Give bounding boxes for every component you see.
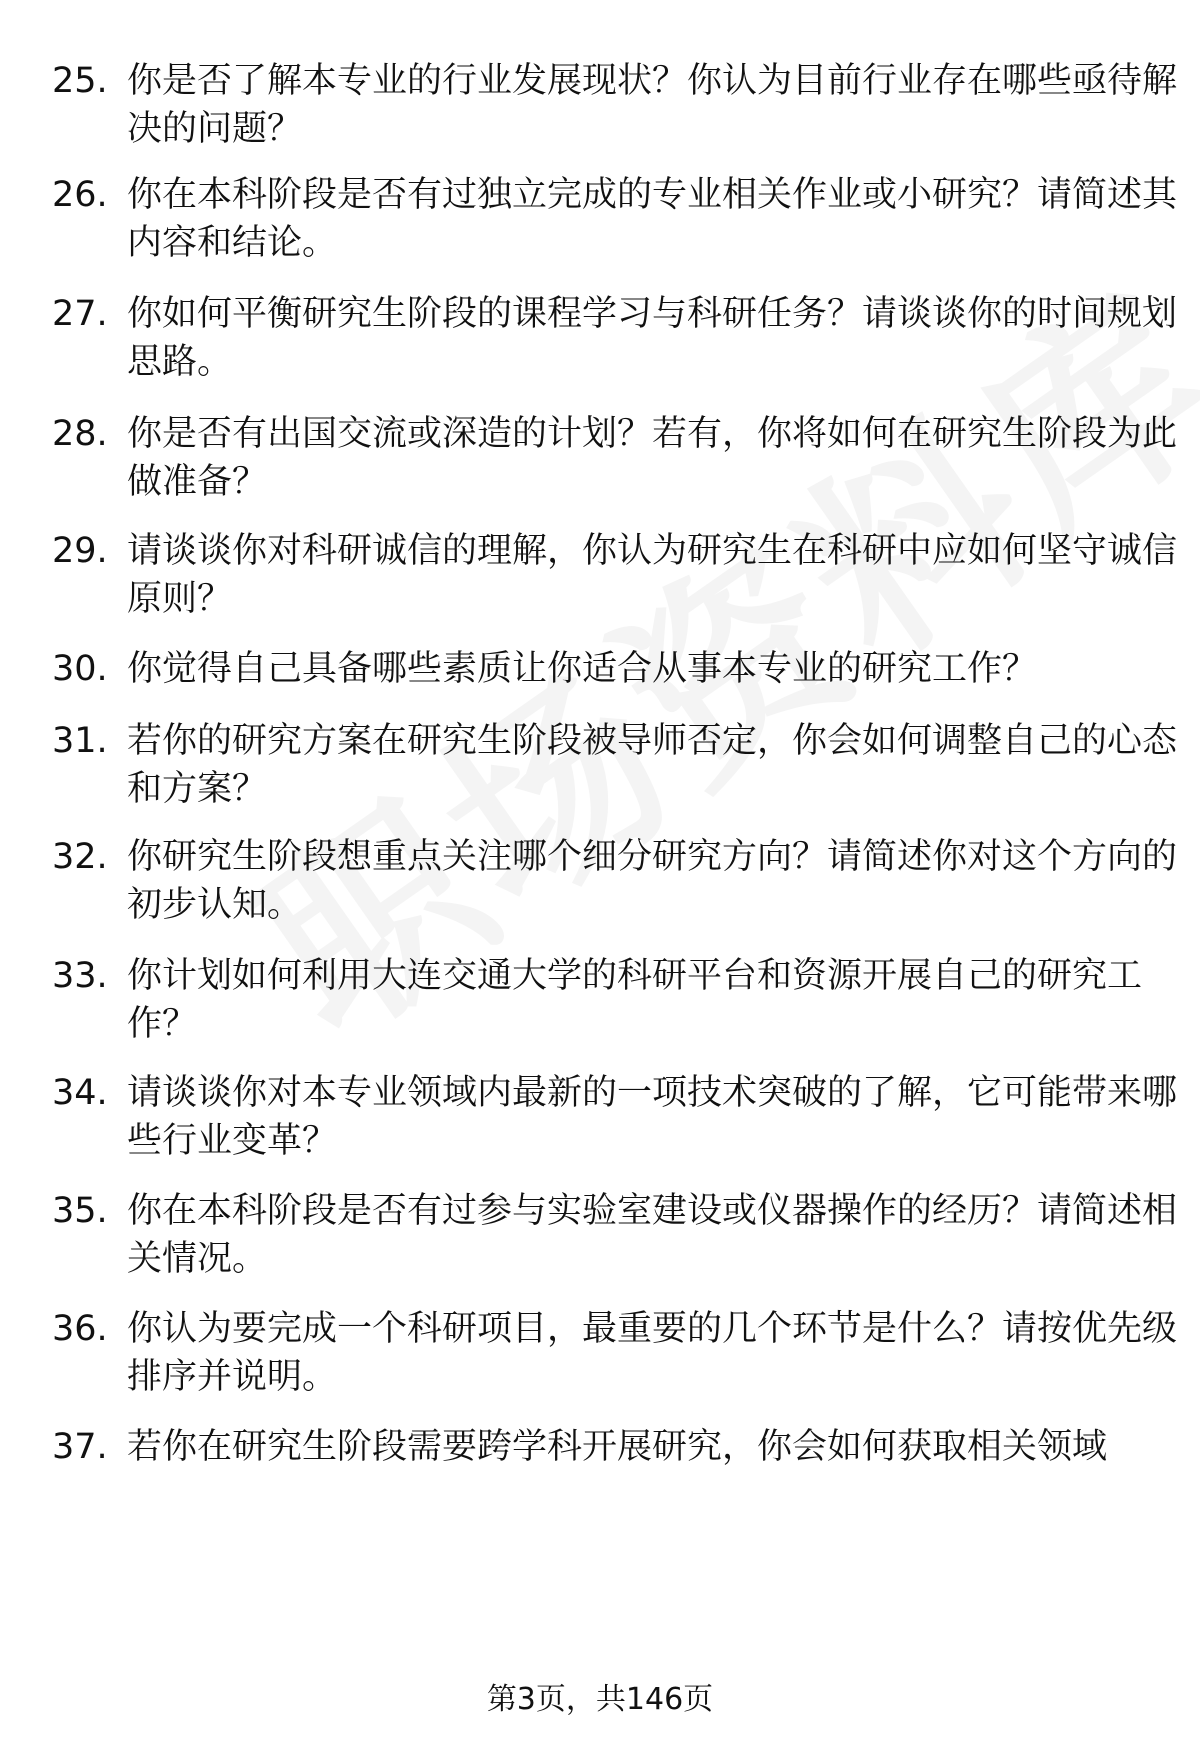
question-number: 26. (52, 175, 108, 215)
question-number: 27. (52, 294, 108, 334)
question-number: 36. (52, 1309, 108, 1349)
question-text: 你认为要完成一个科研项目，最重要的几个环节是什么？请按优先级排序并说明。 (127, 1309, 1178, 1397)
question-number: 25. (52, 61, 108, 101)
question-text: 你计划如何利用大连交通大学的科研平台和资源开展自己的研究工作？ (127, 956, 1143, 1044)
question-text: 你觉得自己具备哪些素质让你适合从事本专业的研究工作？ (127, 649, 1038, 689)
question-number: 28. (52, 414, 108, 454)
question-text: 若你在研究生阶段需要跨学科开展研究，你会如何获取相关领域 (127, 1427, 1108, 1467)
question-number: 35. (52, 1191, 108, 1231)
question-text: 你在本科阶段是否有过参与实验室建设或仪器操作的经历？请简述相关情况。 (127, 1191, 1178, 1279)
question-number: 32. (52, 837, 108, 877)
page-footer: 第3页，共146页 (486, 1682, 714, 1717)
question-text: 请谈谈你对本专业领域内最新的一项技术突破的了解，它可能带来哪些行业变革？ (127, 1073, 1178, 1161)
question-number: 33. (52, 956, 108, 996)
question-text: 你如何平衡研究生阶段的课程学习与科研任务？请谈谈你的时间规划思路。 (127, 294, 1178, 382)
question-text: 若你的研究方案在研究生阶段被导师否定，你会如何调整自己的心态和方案？ (127, 721, 1178, 809)
question-number: 34. (52, 1073, 108, 1113)
question-number: 30. (52, 649, 108, 689)
question-text: 你研究生阶段想重点关注哪个细分研究方向？请简述你对这个方向的初步认知。 (127, 837, 1178, 925)
question-number: 29. (52, 531, 108, 571)
question-number: 31. (52, 721, 108, 761)
question-text: 你是否有出国交流或深造的计划？若有，你将如何在研究生阶段为此做准备？ (127, 414, 1178, 502)
question-number: 37. (52, 1427, 108, 1467)
question-text: 请谈谈你对科研诚信的理解，你认为研究生在科研中应如何坚守诚信原则？ (127, 531, 1178, 619)
question-text: 你在本科阶段是否有过独立完成的专业相关作业或小研究？请简述其内容和结论。 (127, 175, 1178, 263)
question-text: 你是否了解本专业的行业发展现状？你认为目前行业存在哪些亟待解决的问题？ (127, 61, 1178, 149)
